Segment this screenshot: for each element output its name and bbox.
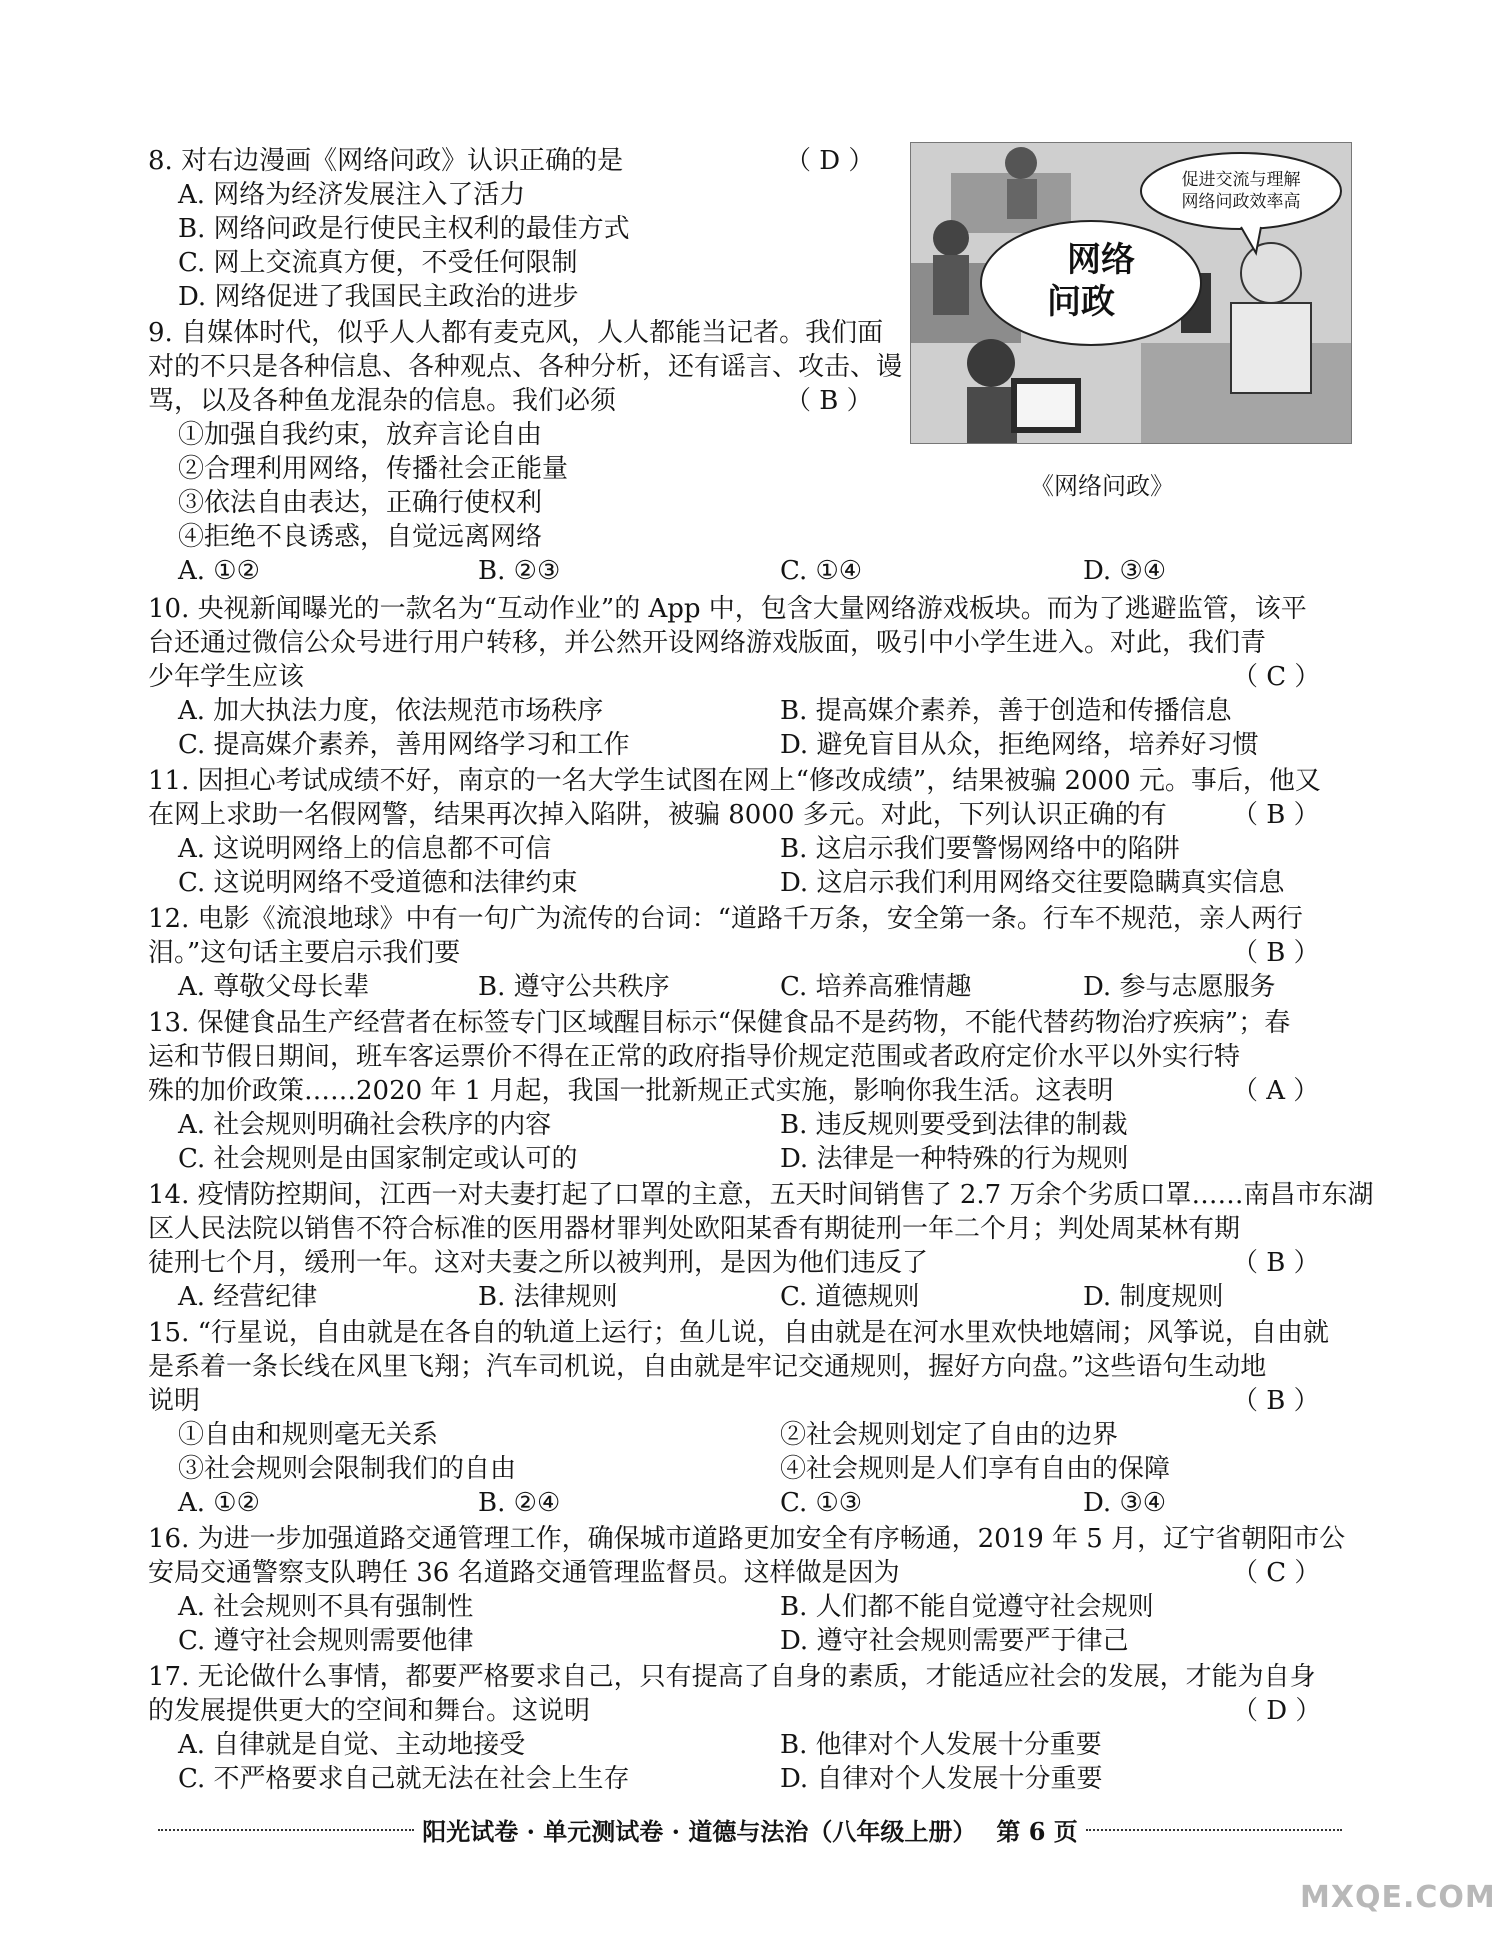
q17-option-d: D. 自律对个人发展十分重要 bbox=[780, 1764, 1103, 1794]
q9-line-2: 对的不只是各种信息、各种观点、各种分析，还有谣言、攻击、谩 bbox=[148, 352, 903, 382]
q15-item-2: ②社会规则划定了自由的边界 bbox=[780, 1420, 1119, 1450]
q14-line-1: 14. 疫情防控期间，江西一对夫妻打起了口罩的主意，五天时间销售了 2.7 万余个劣质口罩……南昌市东湖 bbox=[148, 1180, 1374, 1210]
q8-option-b: B. 网络问政是行使民主权利的最佳方式 bbox=[178, 214, 630, 244]
q9-item-1: ①加强自我约束，放弃言论自由 bbox=[178, 420, 543, 450]
q13-option-d: D. 法律是一种特殊的行为规则 bbox=[780, 1144, 1129, 1174]
q15-line-3: 说明 bbox=[148, 1386, 201, 1416]
q15-option-b: B. ②④ bbox=[478, 1488, 561, 1518]
q8-answer: （ D ） bbox=[785, 146, 875, 176]
cartoon-caption: 《网络问政》 bbox=[1030, 472, 1174, 500]
q16-option-b: B. 人们都不能自觉遵守社会规则 bbox=[780, 1592, 1154, 1622]
q11-line-1: 11. 因担心考试成绩不好，南京的一名大学生试图在网上“修改成绩”，结果被骗 2000 元。事后，他又 bbox=[148, 766, 1321, 796]
q16-option-c: C. 遵守社会规则需要他律 bbox=[178, 1626, 474, 1656]
q15-line-2: 是系着一条长线在风里飞翔；汽车司机说，自由就是牢记交通规则，握好方向盘。”这些语句生动地 bbox=[148, 1352, 1267, 1382]
q9-option-d: D. ③④ bbox=[1083, 556, 1167, 586]
q13-line-1: 13. 保健食品生产经营者在标签专门区域醒目标示“保健食品不是药物，不能代替药物治疗疾病”；春 bbox=[148, 1008, 1291, 1038]
q12-line-1: 12. 电影《流浪地球》中有一句广为流传的台词：“道路千万条，安全第一条。行车不规范，亲人两行 bbox=[148, 904, 1303, 934]
q12-option-b: B. 遵守公共秩序 bbox=[478, 972, 670, 1002]
q15-option-a: A. ①② bbox=[178, 1488, 260, 1518]
cartoon-image bbox=[910, 142, 1352, 444]
q10-option-a: A. 加大执法力度，依法规范市场秩序 bbox=[178, 696, 604, 726]
q14-line-3: 徒刑七个月，缓刑一年。这对夫妻之所以被判刑，是因为他们违反了 bbox=[148, 1248, 929, 1278]
footer-dots-right bbox=[1086, 1828, 1342, 1831]
q10-answer: （ C ） bbox=[1232, 662, 1321, 692]
q17-line-2: 的发展提供更大的空间和舞台。这说明 bbox=[148, 1696, 591, 1726]
q16-answer: （ C ） bbox=[1232, 1558, 1321, 1588]
watermark-logo: MXQE.COM bbox=[1300, 1880, 1496, 1915]
q11-option-a: A. 这说明网络上的信息都不可信 bbox=[178, 834, 552, 864]
footer-title: 阳光试卷 · 单元测试卷 · 道德与法治（八年级上册） bbox=[422, 1817, 977, 1846]
q16-option-d: D. 遵守社会规则需要严于律己 bbox=[780, 1626, 1129, 1656]
q9-item-4: ④拒绝不良诱惑，自觉远离网络 bbox=[178, 522, 543, 552]
q14-line-2: 区人民法院以销售不符合标准的医用器材罪判处欧阳某香有期徒刑一年二个月；判处周某林有期 bbox=[148, 1214, 1241, 1244]
q14-option-c: C. 道德规则 bbox=[780, 1282, 920, 1312]
cloud-line-1: 网络 bbox=[1067, 240, 1135, 280]
q16-line-1: 16. 为进一步加强道路交通管理工作，确保城市道路更加安全有序畅通，2019 年 5 月，辽宁省朝阳市公 bbox=[148, 1524, 1346, 1554]
footer-dots-left bbox=[158, 1828, 414, 1831]
page-footer bbox=[150, 1812, 1350, 1847]
cloud-line-2: 问政 bbox=[1047, 282, 1115, 322]
cartoon-illustration bbox=[911, 143, 1351, 443]
bubble-line-1: 促进交流与理解 bbox=[1181, 170, 1301, 190]
q9-line-1: 9. 自媒体时代，似乎人人都有麦克风，人人都能当记者。我们面 bbox=[148, 318, 884, 348]
q13-option-b: B. 违反规则要受到法律的制裁 bbox=[780, 1110, 1128, 1140]
q12-option-d: D. 参与志愿服务 bbox=[1083, 972, 1276, 1002]
q11-option-b: B. 这启示我们要警惕网络中的陷阱 bbox=[780, 834, 1180, 864]
q16-line-2: 安局交通警察支队聘任 36 名道路交通管理监督员。这样做是因为 bbox=[148, 1558, 900, 1588]
q17-answer: （ D ） bbox=[1232, 1696, 1322, 1726]
q14-option-a: A. 经营纪律 bbox=[178, 1282, 318, 1312]
q11-option-d: D. 这启示我们利用网络交往要隐瞒真实信息 bbox=[780, 868, 1285, 898]
q15-option-d: D. ③④ bbox=[1083, 1488, 1167, 1518]
q13-option-c: C. 社会规则是由国家制定或认可的 bbox=[178, 1144, 578, 1174]
q16-option-a: A. 社会规则不具有强制性 bbox=[178, 1592, 474, 1622]
q9-item-3: ③依法自由表达，正确行使权利 bbox=[178, 488, 543, 518]
q12-line-2: 泪。”这句话主要启示我们要 bbox=[148, 938, 461, 968]
q17-option-c: C. 不严格要求自己就无法在社会上生存 bbox=[178, 1764, 630, 1794]
q10-line-2: 台还通过微信公众号进行用户转移，并公然开设网络游戏版面，吸引中小学生进入。对此，我们青 bbox=[148, 628, 1267, 658]
q9-option-a: A. ①② bbox=[178, 556, 260, 586]
q11-option-c: C. 这说明网络不受道德和法律约束 bbox=[178, 868, 578, 898]
q14-option-b: B. 法律规则 bbox=[478, 1282, 618, 1312]
q9-item-2: ②合理利用网络，传播社会正能量 bbox=[178, 454, 569, 484]
q10-option-d: D. 避免盲目从众，拒绝网络，培养好习惯 bbox=[780, 730, 1259, 760]
q15-line-1: 15. “行星说，自由就是在各自的轨道上运行；鱼儿说，自由就是在河水里欢快地嬉闹；风筝说，自由就 bbox=[148, 1318, 1329, 1348]
q17-option-a: A. 自律就是自觉、主动地接受 bbox=[178, 1730, 526, 1760]
q11-line-2: 在网上求助一名假网警，结果再次掉入陷阱，被骗 8000 多元。对此，下列认识正确的有 bbox=[148, 800, 1167, 830]
q13-option-a: A. 社会规则明确社会秩序的内容 bbox=[178, 1110, 552, 1140]
q10-option-b: B. 提高媒介素养，善于创造和传播信息 bbox=[780, 696, 1232, 726]
q9-option-b: B. ②③ bbox=[478, 556, 561, 586]
q15-item-1: ①自由和规则毫无关系 bbox=[178, 1420, 439, 1450]
q13-line-3: 殊的加价政策……2020 年 1 月起，我国一批新规正式实施，影响你我生活。这表明 bbox=[148, 1076, 1114, 1106]
q15-answer: （ B ） bbox=[1232, 1386, 1320, 1416]
q15-option-c: C. ①③ bbox=[780, 1488, 863, 1518]
q17-option-b: B. 他律对个人发展十分重要 bbox=[780, 1730, 1102, 1760]
q17-line-1: 17. 无论做什么事情，都要严格要求自己，只有提高了自身的素质，才能适应社会的发展，才能为自身 bbox=[148, 1662, 1316, 1692]
q10-option-c: C. 提高媒介素养，善用网络学习和工作 bbox=[178, 730, 630, 760]
q9-line-3: 骂，以及各种鱼龙混杂的信息。我们必须 bbox=[148, 386, 617, 416]
q8-stem: 8. 对右边漫画《网络问政》认识正确的是 bbox=[148, 146, 624, 176]
q12-option-c: C. 培养高雅情趣 bbox=[780, 972, 972, 1002]
q12-option-a: A. 尊敬父母长辈 bbox=[178, 972, 370, 1002]
q10-line-1: 10. 央视新闻曝光的一款名为“互动作业”的 App 中，包含大量网络游戏板块。而为了逃避监管，该平 bbox=[148, 594, 1307, 624]
q10-line-3: 少年学生应该 bbox=[148, 662, 305, 692]
page-number: 第 6 页 bbox=[996, 1817, 1078, 1846]
bubble-line-2: 网络问政效率高 bbox=[1181, 192, 1301, 212]
q13-answer: （ A ） bbox=[1232, 1076, 1320, 1106]
q9-option-c: C. ①④ bbox=[780, 556, 863, 586]
q11-answer: （ B ） bbox=[1232, 800, 1320, 830]
q14-answer: （ B ） bbox=[1232, 1248, 1320, 1278]
q15-item-3: ③社会规则会限制我们的自由 bbox=[178, 1454, 517, 1484]
q9-answer: （ B ） bbox=[785, 386, 873, 416]
q8-option-a: A. 网络为经济发展注入了活力 bbox=[178, 180, 526, 210]
q14-option-d: D. 制度规则 bbox=[1083, 1282, 1224, 1312]
q8-option-d: D. 网络促进了我国民主政治的进步 bbox=[178, 282, 579, 312]
q15-item-4: ④社会规则是人们享有自由的保障 bbox=[780, 1454, 1171, 1484]
q8-option-c: C. 网上交流真方便，不受任何限制 bbox=[178, 248, 578, 278]
q13-line-2: 运和节假日期间，班车客运票价不得在正常的政府指导价规定范围或者政府定价水平以外实行特 bbox=[148, 1042, 1241, 1072]
q12-answer: （ B ） bbox=[1232, 938, 1320, 968]
